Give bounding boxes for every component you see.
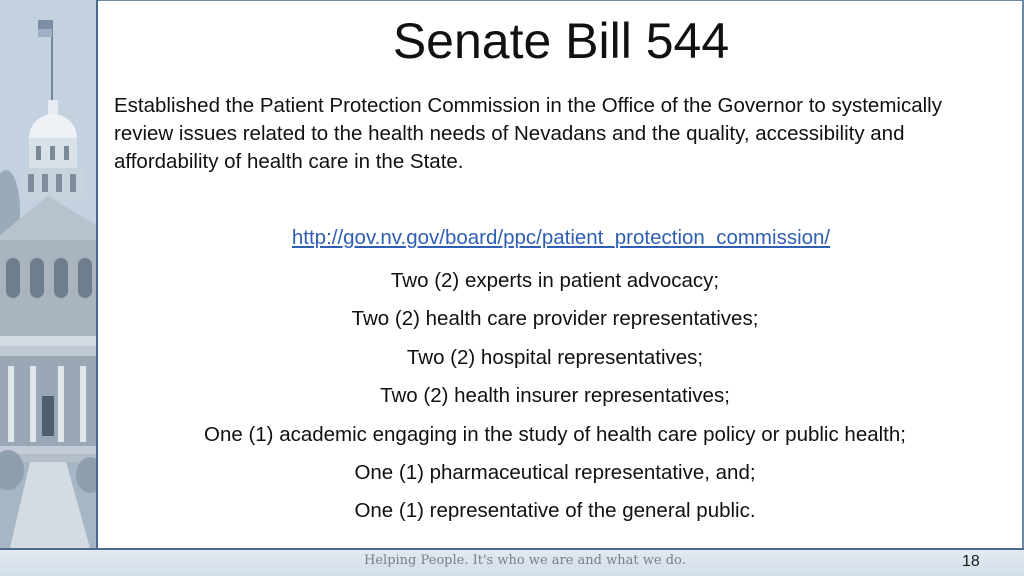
member-item-provider-representatives: Two (2) health care provider representatives; <box>351 307 759 331</box>
member-item-hospital-representatives: Two (2) hospital representatives; <box>406 345 704 369</box>
page-number: 18 <box>962 553 980 570</box>
intro-paragraph: Established the Patient Protection Commission in the Office of the Governor to systemically review issues related to the health needs of Nevadans and the quality, accessibility and affordability of health care in the State. <box>114 94 942 173</box>
top-frame-line <box>98 0 1024 1</box>
commission-link[interactable]: http://gov.nv.gov/board/ppc/patient_protection_commission/ <box>291 226 831 249</box>
member-list <box>98 262 1012 531</box>
slide-title: Senate Bill 544 <box>392 13 730 69</box>
member-item-general-public: One (1) representative of the general public. <box>354 499 756 523</box>
member-item-insurer-representatives: Two (2) health insurer representatives; <box>380 384 730 408</box>
member-item-patient-advocacy: Two (2) experts in patient advocacy; <box>390 269 720 292</box>
capitol-building-illustration <box>0 0 96 548</box>
capitol-building-photo <box>0 0 96 548</box>
member-item-pharmaceutical-representative: One (1) pharmaceutical representative, and; <box>354 461 756 485</box>
footer-tagline: Helping People. It's who we are and what we do. <box>364 553 686 568</box>
member-item-academic: One (1) academic engaging in the study of health care policy or public health; <box>204 422 906 446</box>
